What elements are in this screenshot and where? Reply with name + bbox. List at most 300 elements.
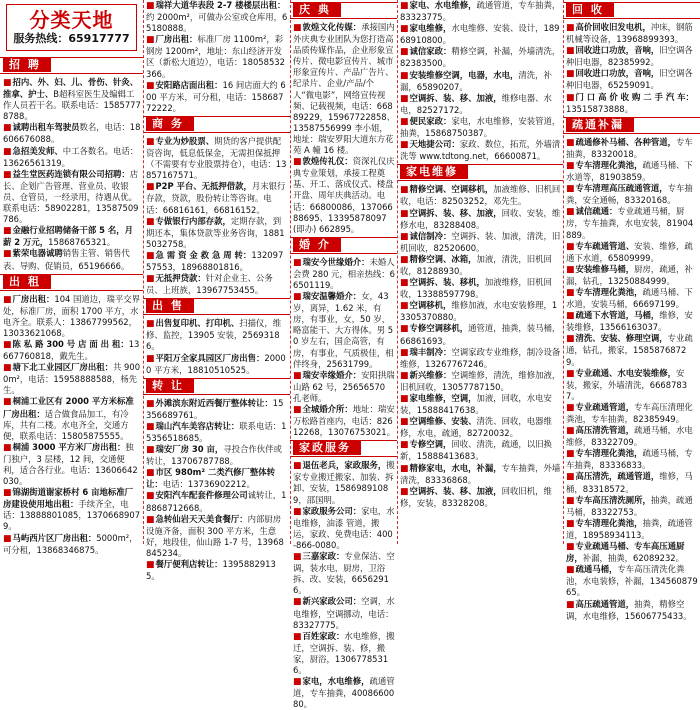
bullet-square-icon: ■ (400, 47, 409, 58)
bullet-square-icon: ■ (400, 440, 409, 451)
ad-headline: 门 口 高 价 收 购 二 手 汽 车： (575, 91, 694, 102)
ad-body: 水电维修、安装、设计，18968910800。 (400, 23, 560, 46)
column-4 (397, 0, 563, 544)
classified-ad (566, 264, 698, 287)
ad-headline: 空调拆、装、移机， (409, 277, 485, 288)
bullet-square-icon: ■ (400, 208, 409, 219)
bullet-square-icon: ■ (146, 35, 155, 46)
ad-body: 疏通马桶、下水道，安装马桶，66697199。 (566, 286, 693, 310)
ad-headline: 急 需 资 金 救 急 周 转： (155, 249, 252, 260)
classified-ad (566, 137, 698, 160)
classified-ad (146, 136, 288, 181)
bullet-square-icon: ■ (3, 294, 12, 305)
ad-body: 承接国内外庆典专业团队为您打造高品质传媒作品，企业形象宣传片、微电影宣传片、城市形象宣传片、产品广告片、纪录片、企业/产品/个人“微电影”，网络宣传视频、记载视频，电话：66889229，15967722858、13587556999 李小姐，地址：瑞安罗阳大道东方花苑 A 幢 16 楼。 (293, 22, 396, 156)
bullet-square-icon: ■ (566, 565, 575, 576)
classified-ad (146, 490, 288, 513)
ad-headline: 塘下北工业园区厂房出租： (12, 362, 114, 373)
ad-headline: 专车清理化粪池， (575, 286, 643, 297)
bullet-square-icon: ■ (146, 445, 155, 456)
classified-ad (566, 368, 698, 402)
ad-body: 安装，搬家，外墙清洗，66687837。 (566, 367, 688, 401)
ad-body: 维修电器、水电，82527172。 (400, 92, 552, 115)
ad-headline: 市区 980m² 二类汽修厂整体转让： (146, 467, 275, 490)
bullet-square-icon: ■ (146, 250, 155, 261)
ad-headline: 精修家电，水电，补漏， (409, 462, 502, 473)
ad-headline: 专业为炒股票、 (155, 135, 215, 146)
section-header (0, 274, 143, 291)
classified-ad (146, 559, 288, 582)
bullet-square-icon: ■ (566, 311, 575, 322)
bullet-square-icon: ■ (293, 461, 302, 472)
classified-ad (566, 564, 698, 598)
bullet-square-icon: ■ (400, 140, 409, 151)
classified-ad (3, 146, 141, 169)
classified-ad (566, 183, 698, 206)
ad-headline: 退伍老兵，家政服务， (302, 460, 387, 471)
ad-headline: 锦湖街道谢家桥村 6 亩地标准厂房建设使用地出租： (3, 487, 134, 510)
ad-headline: 马屿西片区厂房出租： (12, 532, 97, 543)
ad-body: 内部厨房设施齐备，面积 300 平方米，生意好，地段佳，仙山路 1-7 号，13968845234。 (146, 513, 284, 558)
classified-ad (400, 393, 561, 416)
ad-headline: 桐浦工业区有 2000 平方米标准厂房出租： (3, 396, 134, 419)
bullet-square-icon: ■ (146, 468, 155, 479)
ad-body: 店长、企划广告管理、营业员、收银员、仓管员，一经录用，待遇从优。联系电话：58902281，13587509786。 (3, 168, 139, 225)
classified-ad (3, 487, 141, 532)
bullet-square-icon: ■ (400, 463, 409, 474)
classified-ad (566, 160, 698, 183)
bullet-square-icon: ■ (400, 1, 409, 11)
ad-headline: 天地捷公司： (409, 139, 460, 150)
bullet-square-icon: ■ (400, 278, 409, 289)
classified-ad (566, 599, 698, 622)
classified-ad (566, 541, 698, 564)
classified-ad (400, 463, 561, 486)
bullet-square-icon: ■ (3, 339, 12, 350)
ad-body: 13515873888。 (566, 103, 633, 114)
section-header (563, 2, 700, 19)
bullet-square-icon: ■ (566, 69, 575, 80)
ad-headline: 桐浦 3000 平方米厂房出租： (12, 441, 126, 452)
ad-headline: 高压清洗管道， (575, 425, 635, 436)
ad-body: 疏通管道，专车抽粪，4008660080。 (293, 676, 395, 710)
classified-ad (293, 156, 395, 235)
bullet-square-icon: ■ (146, 274, 155, 285)
bullet-square-icon: ■ (3, 249, 12, 260)
classified-ad (146, 273, 288, 296)
ad-body: 回收、清洗，疏通，以旧换新，15888413683。 (400, 439, 552, 462)
ad-body: 疏通马桶，水电维修，83322709。 (566, 425, 693, 448)
ad-body: B超科室医生及编辑工作人员若干名。联系电话：15857778788。 (3, 89, 141, 122)
ad-headline: 精修空调、冰箱， (409, 253, 477, 264)
ad-body: 未婚人会费 280 元，相亲热线：66501119。 (293, 256, 396, 290)
bullet-square-icon: ■ (293, 552, 302, 563)
ad-body: 5000m²，可分租，13868346875。 (3, 532, 138, 555)
ad-headline: 瑞安厂房 30 亩， (155, 444, 224, 455)
ad-body: 标准厂房 1100m²，彩钢房 1200m²，地址：东山经济开发区（新松大道边），电话：18058532366。 (146, 34, 285, 79)
ad-body: 水电维修，搬迁，空调拆、装、修，搬家，厨浴，13067785316。 (293, 630, 395, 675)
ad-headline: 家电、水电维修， (409, 0, 477, 10)
classified-ad (400, 139, 561, 162)
bullet-square-icon: ■ (3, 397, 12, 408)
bullet-square-icon: ■ (566, 449, 575, 460)
ad-body: 清洗，补漏，65890207。 (400, 69, 552, 92)
ad-body: 家政、数位，拓荒，外墙清洗等 www.tdtong.net，66600871。 (400, 139, 561, 162)
ad-headline: 疏通修补马桶、各种管道， (575, 136, 677, 147)
ad-body: 电话：13736902212。 (162, 479, 255, 490)
ad-body: 专车高压清洗化粪池，水电装修，补漏，13456087965。 (566, 564, 698, 598)
section-header (290, 237, 397, 254)
ad-body: 资深礼仪庆典专业策划，承接工程奠基、开工、落成仪式、楼盘开盘、周年庆典活动。电话：66800086，13706688695、13395878097(即办) 662895。 (293, 156, 395, 234)
section-header (0, 57, 143, 74)
ad-headline: 高压清洗，疏通管道， (575, 471, 660, 482)
bullet-square-icon: ■ (293, 370, 302, 381)
ad-headline: 空调拆、装、移、加液， (409, 207, 502, 218)
bullet-square-icon: ■ (566, 287, 575, 298)
ad-body: 加液维修、旧机回收，电话：82503252，邓先生。 (400, 184, 561, 207)
section-header-label: 疏通补漏 (566, 117, 634, 132)
classified-ad (3, 248, 141, 271)
classified-ad (146, 34, 288, 79)
ad-headline: 全城婚介所： (302, 404, 353, 414)
ad-body: 家电，水电维修，油漆 管道，搬运，家政、免费电话：400-866-0080。 (293, 505, 395, 550)
classified-ad (146, 0, 288, 34)
ad-body: 旧空调各种旧电器，65259091。 (566, 68, 693, 91)
ad-headline: 专车清理化粪池， (575, 448, 643, 459)
ad-body: 数名，电话：18606676088。 (3, 122, 141, 145)
ad-headline: 便民家政： (409, 115, 452, 126)
ad-headline: 出售复印机、打印机、 (155, 318, 240, 329)
bullet-square-icon: ■ (293, 292, 302, 303)
ad-headline: 敦煌传礼仪： (302, 156, 353, 167)
classified-ad (400, 254, 561, 277)
ad-headline: 安装维修马桶， (575, 263, 635, 274)
bullet-square-icon: ■ (400, 24, 409, 35)
column-3 (290, 0, 397, 710)
classified-ad (400, 231, 561, 254)
classified-ad (146, 181, 288, 215)
classified-ad (566, 448, 698, 471)
ad-headline: 诚信家政： (409, 46, 452, 57)
bullet-square-icon: ■ (146, 353, 155, 364)
bullet-square-icon: ■ (566, 46, 575, 57)
bullet-square-icon: ■ (566, 160, 575, 171)
classified-ad (400, 370, 561, 393)
bullet-square-icon: ■ (293, 631, 302, 642)
classified-ad (146, 250, 288, 273)
classified-ad (293, 460, 395, 505)
ad-headline: 专车清理高压疏通管道， (575, 183, 668, 194)
ad-body: 15356689761。 (146, 397, 284, 420)
ad-body: 疏通管道，专车抽粪，83323775。 (400, 0, 561, 23)
classified-ad (146, 398, 288, 421)
ad-body: 回收、安装，维修水电，83288408。 (400, 207, 561, 230)
ad-body: 中工各数名。电话：13626561319。 (3, 145, 139, 168)
ad-body: 冲床，钢筋机械等设备，13968899393。 (566, 22, 693, 45)
bullet-square-icon: ■ (146, 560, 155, 571)
section-header-label: 招 聘 (3, 57, 51, 72)
classified-ad (400, 0, 561, 23)
ad-body: 补漏，抽粪，62089232。 (582, 553, 685, 564)
section-header-label: 转 让 (146, 378, 194, 393)
section-header (563, 117, 700, 134)
classified-ad (400, 46, 561, 69)
bullet-square-icon: ■ (293, 405, 302, 415)
ad-body: 专车高压清理化粪池，专车抽粪，82385949。 (566, 401, 693, 424)
classified-ad (400, 486, 561, 509)
ad-body: 共 9000m²，电话：15958888588，杨先生。 (3, 362, 141, 396)
section-header (397, 164, 563, 181)
section-header (143, 116, 290, 133)
ad-headline: 新兴维修： (409, 369, 452, 380)
bullet-square-icon: ■ (566, 426, 575, 437)
bullet-square-icon: ■ (146, 421, 155, 432)
bullet-square-icon: ■ (3, 226, 12, 237)
column-1 (0, 0, 143, 555)
classified-ad (566, 92, 698, 115)
ad-body: 扫描仪，维修、监控，13905 安装，25693186。 (146, 318, 282, 352)
ad-headline: 专做银行内部存款， (155, 215, 231, 226)
ad-headline: 安装维修空调，电器，水电， (409, 69, 519, 80)
ad-headline: 回收进口功放，音响， (575, 68, 660, 79)
bullet-square-icon: ■ (293, 157, 302, 168)
bullet-square-icon: ■ (293, 597, 302, 608)
ad-body: 专业疏通马桶，厨房，专车抽粪，水电安装，81904889。 (566, 206, 694, 240)
bullet-square-icon: ■ (400, 486, 409, 497)
ad-body: 空调拆、装、加液，清洗，旧机回收，82520600。 (400, 230, 561, 253)
bullet-square-icon: ■ (146, 136, 155, 147)
classified-ad (3, 77, 141, 122)
ad-body: 搬家专业搬迁搬家、加装、拆卸、安装，15869891089，邵国明。 (293, 460, 395, 505)
ad-headline: 空调拆、装、移、加液， (409, 485, 502, 496)
ad-headline: 专修空调移机， (409, 323, 469, 334)
classified-ad (293, 291, 395, 370)
ad-headline: 专修空调， (409, 439, 452, 450)
ad-body: 专车抽粪，83320018。 (566, 136, 693, 159)
ad-body: 期货的客户提供配资咨询，低息低保金，无需担保抵押（不需要有专业股票持仓），电话：13857167571。 (146, 135, 287, 181)
classified-ad (3, 533, 141, 556)
ad-headline: 金融行业招聘储备干部 5 名，月薪 2 万元， (3, 225, 134, 248)
ad-headline: 疏通马桶， (575, 564, 618, 575)
classified-ad (293, 551, 395, 596)
classified-ad (566, 425, 698, 448)
ad-body: 空调维修，清洗，维修加液，旧机回收，13057787150。 (400, 369, 561, 392)
ad-body: 抽粪，精修空调，水电维修，15606775433。 (566, 598, 692, 621)
ad-headline: 益生堂医药连锁有限公司招聘： (12, 168, 130, 179)
bullet-square-icon: ■ (400, 254, 409, 265)
ad-body: 抽粪，疏通管道，18958934113。 (566, 517, 693, 540)
classified-ad (293, 506, 395, 551)
classified-ad (146, 318, 288, 352)
masthead (6, 4, 137, 51)
classified-ad (400, 184, 561, 207)
bullet-square-icon: ■ (566, 495, 575, 506)
classified-ad (3, 122, 141, 145)
classified-ad (3, 339, 141, 362)
bullet-square-icon: ■ (400, 324, 409, 335)
ad-headline: 家电维修， (409, 23, 452, 34)
classified-ad (3, 294, 141, 339)
section-header-label: 出 租 (3, 274, 51, 289)
column-divider (397, 0, 398, 544)
bullet-square-icon: ■ (566, 368, 575, 379)
bullet-square-icon: ■ (566, 542, 575, 553)
ad-body: 月末银行存款，贷款，股份转让等咨询。电话：66816161，66816152。 (146, 181, 286, 215)
column-divider (143, 0, 144, 544)
bullet-square-icon: ■ (400, 417, 409, 428)
bullet-square-icon: ■ (566, 402, 575, 413)
ad-body: 适合做食品加工，有冷库，共有二楼。水电齐全，交通方便，联系电话：15805875555。 (3, 408, 129, 441)
bullet-square-icon: ■ (566, 184, 575, 195)
bullet-square-icon: ■ (146, 182, 155, 193)
section-header-label: 商 务 (146, 116, 194, 131)
ad-body: 清洗、回收，电器维修，水电，疏通，82720032。 (400, 416, 552, 439)
ad-body: 联系电话：15356518685。 (146, 420, 287, 443)
ad-headline: 瑞山汽车美容店转让： (155, 420, 240, 431)
ad-headline: 外滩滨东附近西餐厅整体转让： (155, 397, 273, 408)
bullet-square-icon: ■ (400, 347, 409, 358)
column-divider (563, 0, 564, 544)
ad-headline: 诚信制冷： (409, 230, 452, 241)
ad-headline: 高压疏通管道， (575, 598, 635, 609)
bullet-square-icon: ■ (566, 518, 575, 529)
classified-ad (293, 596, 395, 630)
bullet-square-icon: ■ (400, 185, 409, 196)
bullet-square-icon: ■ (400, 93, 409, 104)
service-hotline: 服务热线：65917777 (13, 32, 130, 45)
bullet-square-icon: ■ (3, 533, 12, 544)
ad-headline: 瑞安幸缘婚介： (302, 369, 362, 380)
ad-headline: 平阳万全家具园区厂房出售： (155, 352, 265, 363)
bullet-square-icon: ■ (146, 491, 155, 502)
bullet-square-icon: ■ (566, 207, 575, 218)
bullet-square-icon: ■ (146, 80, 155, 91)
ad-body: 15868765321。 (48, 237, 116, 248)
ad-headline: 家电维修，空调， (409, 393, 477, 403)
column-2 (143, 0, 290, 582)
ad-body: 手续齐全，电话：13888801085，13706689079。 (3, 499, 141, 532)
classified-ad (566, 287, 698, 310)
classified-ad (566, 495, 698, 518)
ad-headline: 厂房出租： (12, 293, 55, 304)
section-header (290, 440, 397, 457)
ad-headline: 安阳汽车配套件修理公司 (155, 490, 248, 501)
ad-headline: 空调维修、安装、 (409, 416, 477, 427)
ad-headline: 诚信疏通： (575, 206, 618, 217)
classified-ad (3, 225, 141, 248)
ad-headline: 专业疏通、水电安装维修， (575, 367, 677, 378)
bullet-square-icon: ■ (566, 137, 575, 148)
ad-headline: 安阳路店面出租： (155, 79, 223, 90)
ad-body: 销售主管、销售代表、导购、促销员，65196666。 (3, 248, 130, 271)
ad-body: 维修，安装维修，13566163037。 (566, 310, 693, 333)
classified-ad (400, 323, 561, 346)
classified-ad (146, 467, 288, 490)
bullet-square-icon: ■ (293, 506, 302, 517)
classified-ad (400, 416, 561, 439)
ad-body: 专车抽粪，外墙清洗，83336868。 (400, 462, 561, 485)
ad-headline: 敦煌文化传媒： (302, 22, 362, 32)
ad-body: 13958829135。 (146, 559, 276, 582)
bullet-square-icon: ■ (566, 23, 575, 33)
classified-ad (400, 23, 561, 46)
ad-headline: 瑞安温馨婚介： (302, 291, 362, 302)
classified-ad (400, 277, 561, 300)
ad-headline: 专车高压清洗厕所， (575, 494, 651, 505)
section-header-label: 庆 典 (293, 2, 341, 17)
ad-body: 13667760818，戴先生。 (3, 338, 140, 362)
bullet-square-icon: ■ (3, 123, 12, 134)
section-header-label: 出 售 (146, 298, 194, 313)
ad-headline: 回收进口功放，音响， (575, 45, 660, 56)
classified-ad (293, 22, 395, 156)
classified-ad (293, 631, 395, 676)
bullet-square-icon: ■ (400, 231, 409, 242)
bullet-square-icon: ■ (3, 146, 12, 157)
ad-headline: 厂房出租： (155, 34, 198, 45)
bullet-square-icon: ■ (566, 241, 575, 252)
ad-body: 加液维修，旧机回收，13388597798。 (400, 277, 552, 300)
bullet-square-icon: ■ (3, 363, 12, 374)
bullet-square-icon: ■ (400, 116, 409, 127)
ad-body: 20000 平方米，18810510525。 (146, 352, 286, 375)
bullet-square-icon: ■ (146, 1, 155, 11)
section-header (143, 378, 290, 395)
ad-headline: 空调拆、装、移、加液， (409, 92, 502, 103)
bullet-square-icon: ■ (566, 264, 575, 275)
bullet-square-icon: ■ (400, 70, 409, 81)
ad-headline: 紫荣电器诚聘 (12, 248, 63, 259)
ad-headline: 专业疏通管道， (575, 401, 635, 412)
bullet-square-icon: ■ (400, 394, 409, 404)
ad-body: 疏通马桶，专车抽粪，83336833。 (566, 448, 693, 471)
ad-body: 针对企业主、公务员、上班族，13967753455。 (146, 273, 273, 296)
ad-body: 精修空调，补漏，外墙清洗，82383500。 (400, 46, 561, 69)
ad-body: 疏通马桶、下水道等，81903859。 (566, 159, 693, 183)
bullet-square-icon: ■ (293, 677, 302, 688)
ad-headline: 精修空调、空调移机， (409, 184, 494, 195)
classified-ad (400, 93, 561, 116)
ad-body: 回收旧机，维修，安装，83328208。 (400, 485, 552, 508)
ad-headline: 家政服务公司： (302, 505, 362, 516)
ad-body: 厨房，疏通，补漏，钻孔，13250884999。 (566, 263, 693, 286)
ad-body: 定期存款，到期还本，集体贷款等业务咨询，18815032758。 (146, 215, 285, 249)
classified-ad (146, 514, 288, 559)
ad-headline: 专车清理化粪池， (575, 517, 643, 528)
ad-body: 加液，清洗，旧机回收，81288930。 (400, 253, 552, 276)
ad-headline: 急转仙岩天天美食餐厅： (155, 513, 248, 524)
ad-headline: 诚聘出租车驾驶员 (12, 122, 80, 133)
ad-body: 16 间店面大约 600 平方米，可分租，电话：15868772222。 (146, 79, 286, 113)
bullet-square-icon: ■ (400, 370, 409, 381)
ad-headline: 餐厅便利店转让： (155, 559, 223, 570)
classified-ad (3, 442, 141, 487)
ad-headline: 专车清理化粪池， (575, 159, 643, 170)
bullet-square-icon: ■ (146, 398, 155, 409)
section-header-label: 回 收 (566, 2, 614, 17)
section-header-label: 家政服务 (293, 440, 361, 455)
ad-body: 专业保洁、空调，装水电，厨房，卫浴拆、改、安装，66562916。 (293, 551, 395, 596)
ad-headline: 家电，水电维修， (302, 676, 370, 687)
section-header-label: 婚 介 (293, 237, 341, 252)
classified-ad (400, 347, 561, 370)
ad-body: 约 2000m²，可做办公室或仓库用，65180888。 (146, 12, 288, 34)
ad-headline: 急招美发师、 (12, 145, 63, 156)
bullet-square-icon: ■ (3, 442, 12, 453)
ad-body: 空调家政专业维修，制冷设备维修，13267767246。 (400, 346, 561, 369)
bullet-square-icon: ■ (566, 599, 575, 610)
classified-ad (400, 116, 561, 139)
ad-headline: 空调移机， (409, 300, 452, 311)
